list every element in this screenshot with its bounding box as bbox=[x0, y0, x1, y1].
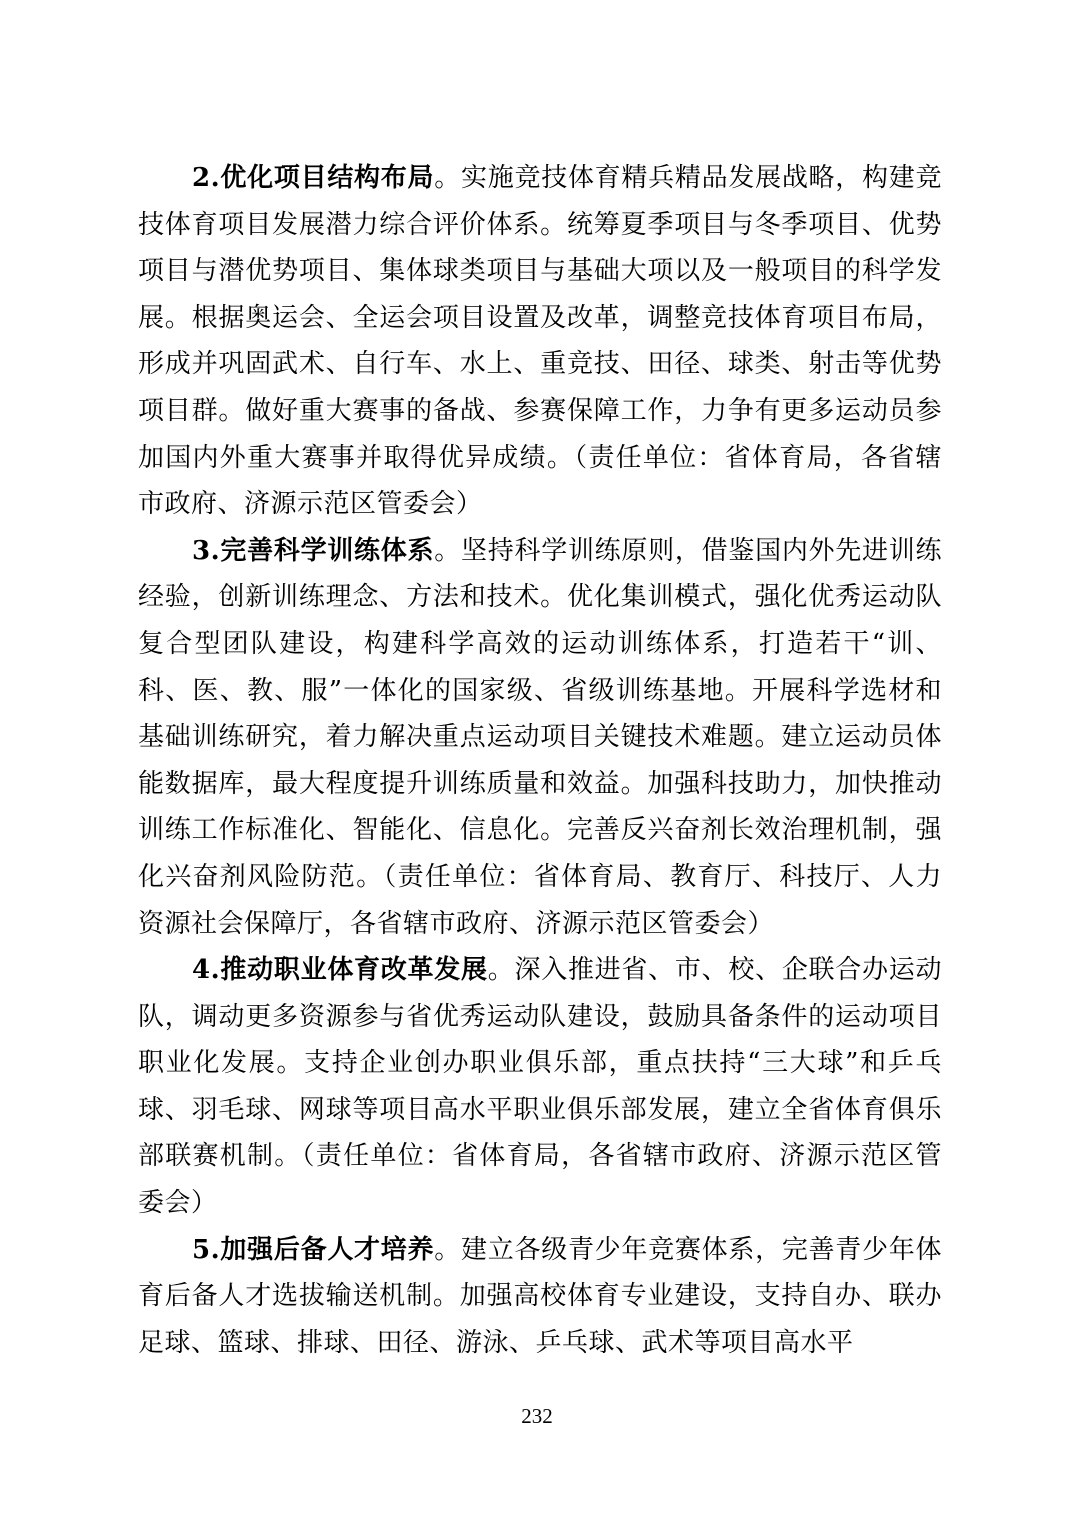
paragraph-body: 。深入推进省、市、校、企联合办运动队，调动更多资源参与省优秀运动队建设，鼓励具备条件的运动项目职业化发展。支持企业创办职业俱乐部，重点扶持“三大球”和乒乓球、羽毛球、网球等项目高水平职业俱乐部发展，建立全省体育俱乐部联赛机制。（责任单位：省体育局，各省辖市政府、济源示范区管委会） bbox=[138, 955, 942, 1219]
paragraph-professional-sports-reform bbox=[138, 947, 942, 1227]
body-text bbox=[138, 155, 942, 1366]
paragraph-body: 。坚持科学训练原则，借鉴国内外先进训练经验，创新训练理念、方法和技术。优化集训模式，强化优秀运动队复合型团队建设，构建科学高效的运动训练体系，打造若干“训、科、医、教、服”一体化的国家级、省级训练基地。开展科学选材和基础训练研究，着力解决重点运动项目关键技术难题。建立运动员体能数据库，最大程度提升训练质量和效益。加强科技助力，加快推动训练工作标准化、智能化、信息化。完善反兴奋剂长效治理机制，强化兴奋剂风险防范。（责任单位：省体育局、教育厅、科技厅、人力资源社会保障厅，各省辖市政府、济源示范区管委会） bbox=[138, 535, 942, 939]
paragraph-body: 。实施竞技体育精兵精品发展战略，构建竞技体育项目发展潜力综合评价体系。统筹夏季项目与冬季项目、优势项目与潜优势项目、集体球类项目与基础大项以及一般项目的科学发展。根据奥运会、全运会项目设置及改革，调整竞技体育项目布局，形成并巩固武术、自行车、水上、重竞技、田径、球类、射击等优势项目群。做好重大赛事的备战、参赛保障工作，力争有更多运动员参加国内外重大赛事并取得优异成绩。（责任单位：省体育局，各省辖市政府、济源示范区管委会） bbox=[138, 163, 942, 520]
paragraph-scientific-training-system bbox=[138, 528, 942, 947]
paragraph-heading: 2.优化项目结构布局 bbox=[192, 163, 435, 193]
page-number: 232 bbox=[521, 1404, 553, 1428]
paragraph-body: 。建立各级青少年竞赛体系，完善青少年体育后备人才选拔输送机制。加强高校体育专业建设，支持自办、联办足球、篮球、排球、田径、游泳、乒乓球、武术等项目高水平 bbox=[138, 1234, 942, 1358]
paragraph-optimize-project-layout bbox=[138, 155, 942, 528]
paragraph-heading: 5.加强后备人才培养 bbox=[192, 1234, 435, 1265]
paragraph-heading: 4.推动职业体育改革发展 bbox=[192, 955, 488, 986]
paragraph-reserve-talent-cultivation bbox=[138, 1227, 942, 1367]
paragraph-heading: 3.完善科学训练体系 bbox=[192, 535, 435, 566]
